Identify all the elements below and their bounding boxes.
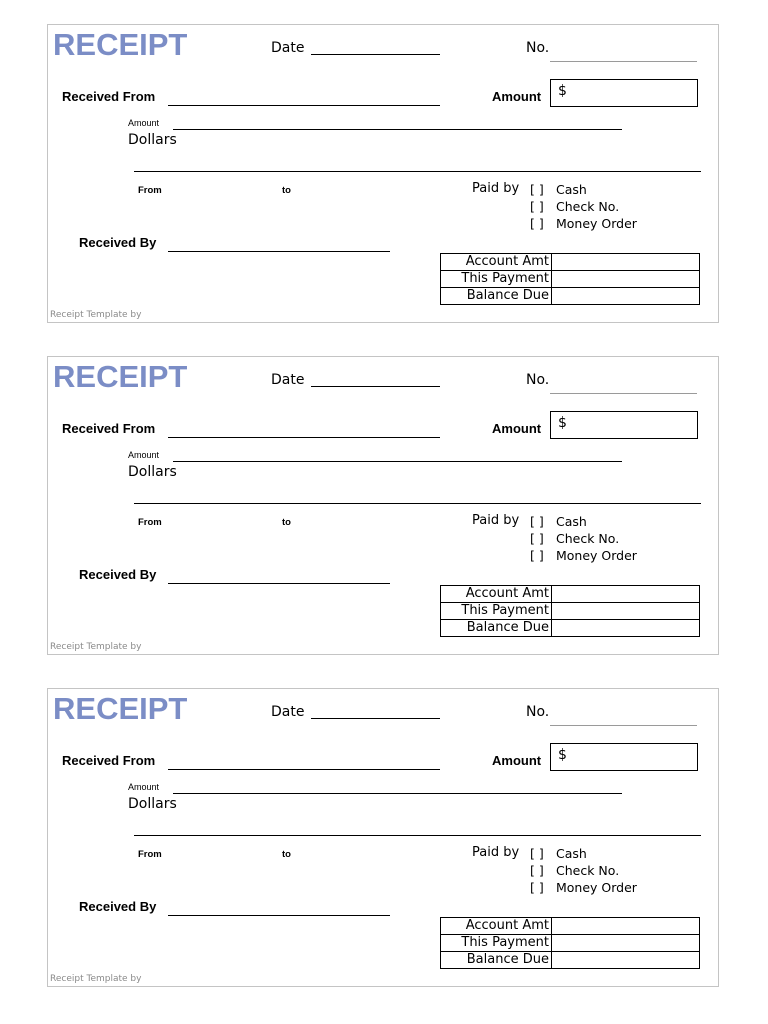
balance-due-field[interactable] [552, 620, 700, 637]
paid-by-label: Paid by [472, 513, 520, 528]
this-payment-label: This Payment [441, 935, 552, 952]
receipt-number-label: No. [526, 40, 550, 56]
this-payment-field[interactable] [552, 271, 700, 288]
amount-in-words-label: Amount [128, 118, 160, 128]
amount-field[interactable] [550, 743, 698, 771]
period-from-label: From [138, 185, 162, 196]
amount-label: Amount [492, 421, 542, 436]
check-checkbox[interactable]: [ ] [530, 531, 544, 546]
received-from-field[interactable] [168, 105, 440, 106]
cash-checkbox[interactable]: [ ] [530, 846, 544, 861]
amount-field[interactable] [550, 79, 698, 107]
table-row [441, 586, 700, 603]
date-field[interactable] [311, 718, 440, 719]
period-to-label: to [282, 185, 291, 196]
paid-by-label: Paid by [472, 845, 520, 860]
amount-in-words-field[interactable] [173, 793, 622, 794]
account-summary-table [440, 917, 700, 969]
date-field[interactable] [311, 386, 440, 387]
table-row [441, 918, 700, 935]
table-row [441, 620, 700, 637]
separator-line [134, 503, 701, 504]
dollars-label: Dollars [128, 132, 177, 148]
check-number-label: Check No. [556, 199, 620, 214]
table-row [441, 288, 700, 305]
balance-due-field[interactable] [552, 288, 700, 305]
date-label: Date [271, 372, 305, 388]
amount-in-words-field[interactable] [173, 461, 622, 462]
check-checkbox[interactable]: [ ] [530, 863, 544, 878]
footer-credit: Receipt Template by [50, 642, 142, 652]
dollars-label: Dollars [128, 464, 177, 480]
received-by-field[interactable] [168, 915, 390, 916]
receipt-number-field[interactable] [550, 725, 697, 726]
footer-credit: Receipt Template by [50, 974, 142, 984]
received-by-label: Received By [79, 567, 157, 582]
cash-checkbox[interactable]: [ ] [530, 514, 544, 529]
received-from-label: Received From [62, 89, 156, 104]
receipt-card [47, 24, 719, 323]
receipt-card [47, 356, 719, 655]
this-payment-label: This Payment [441, 603, 552, 620]
amount-in-words-label: Amount [128, 782, 160, 792]
receipt-title: RECEIPT [53, 27, 188, 62]
received-by-field[interactable] [168, 583, 390, 584]
amount-in-words-label: Amount [128, 450, 160, 460]
date-label: Date [271, 704, 305, 720]
received-by-label: Received By [79, 899, 157, 914]
received-from-field[interactable] [168, 769, 440, 770]
received-from-label: Received From [62, 421, 156, 436]
receipt-title: RECEIPT [53, 691, 188, 726]
balance-due-label: Balance Due [441, 952, 552, 969]
receipt-number-field[interactable] [550, 61, 697, 62]
cash-label: Cash [556, 182, 587, 197]
account-amt-field[interactable] [552, 586, 700, 603]
check-number-label: Check No. [556, 531, 620, 546]
cash-label: Cash [556, 514, 587, 529]
received-by-field[interactable] [168, 251, 390, 252]
table-row [441, 603, 700, 620]
money-order-label: Money Order [556, 880, 637, 895]
paid-by-label: Paid by [472, 181, 520, 196]
currency-symbol: $ [558, 415, 567, 431]
receipt-number-label: No. [526, 704, 550, 720]
received-by-label: Received By [79, 235, 157, 250]
received-from-field[interactable] [168, 437, 440, 438]
money-order-label: Money Order [556, 548, 637, 563]
account-amt-label: Account Amt [441, 586, 552, 603]
currency-symbol: $ [558, 83, 567, 99]
table-row [441, 935, 700, 952]
money-order-checkbox[interactable]: [ ] [530, 216, 544, 231]
receipt-number-label: No. [526, 372, 550, 388]
money-order-checkbox[interactable]: [ ] [530, 880, 544, 895]
amount-in-words-field[interactable] [173, 129, 622, 130]
check-number-label: Check No. [556, 863, 620, 878]
period-from-label: From [138, 517, 162, 528]
receipt-title: RECEIPT [53, 359, 188, 394]
balance-due-label: Balance Due [441, 620, 552, 637]
money-order-label: Money Order [556, 216, 637, 231]
account-summary-table [440, 253, 700, 305]
amount-field[interactable] [550, 411, 698, 439]
account-amt-field[interactable] [552, 254, 700, 271]
this-payment-field[interactable] [552, 603, 700, 620]
account-amt-field[interactable] [552, 918, 700, 935]
separator-line [134, 835, 701, 836]
receipt-number-field[interactable] [550, 393, 697, 394]
account-amt-label: Account Amt [441, 918, 552, 935]
currency-symbol: $ [558, 747, 567, 763]
table-row [441, 254, 700, 271]
date-label: Date [271, 40, 305, 56]
separator-line [134, 171, 701, 172]
table-row [441, 952, 700, 969]
cash-label: Cash [556, 846, 587, 861]
dollars-label: Dollars [128, 796, 177, 812]
balance-due-label: Balance Due [441, 288, 552, 305]
balance-due-field[interactable] [552, 952, 700, 969]
amount-label: Amount [492, 89, 542, 104]
period-to-label: to [282, 517, 291, 528]
amount-label: Amount [492, 753, 542, 768]
account-summary-table [440, 585, 700, 637]
check-checkbox[interactable]: [ ] [530, 199, 544, 214]
footer-credit: Receipt Template by [50, 310, 142, 320]
money-order-checkbox[interactable]: [ ] [530, 548, 544, 563]
period-to-label: to [282, 849, 291, 860]
cash-checkbox[interactable]: [ ] [530, 182, 544, 197]
table-row [441, 271, 700, 288]
period-from-label: From [138, 849, 162, 860]
date-field[interactable] [311, 54, 440, 55]
this-payment-field[interactable] [552, 935, 700, 952]
this-payment-label: This Payment [441, 271, 552, 288]
receipt-card [47, 688, 719, 987]
account-amt-label: Account Amt [441, 254, 552, 271]
received-from-label: Received From [62, 753, 156, 768]
